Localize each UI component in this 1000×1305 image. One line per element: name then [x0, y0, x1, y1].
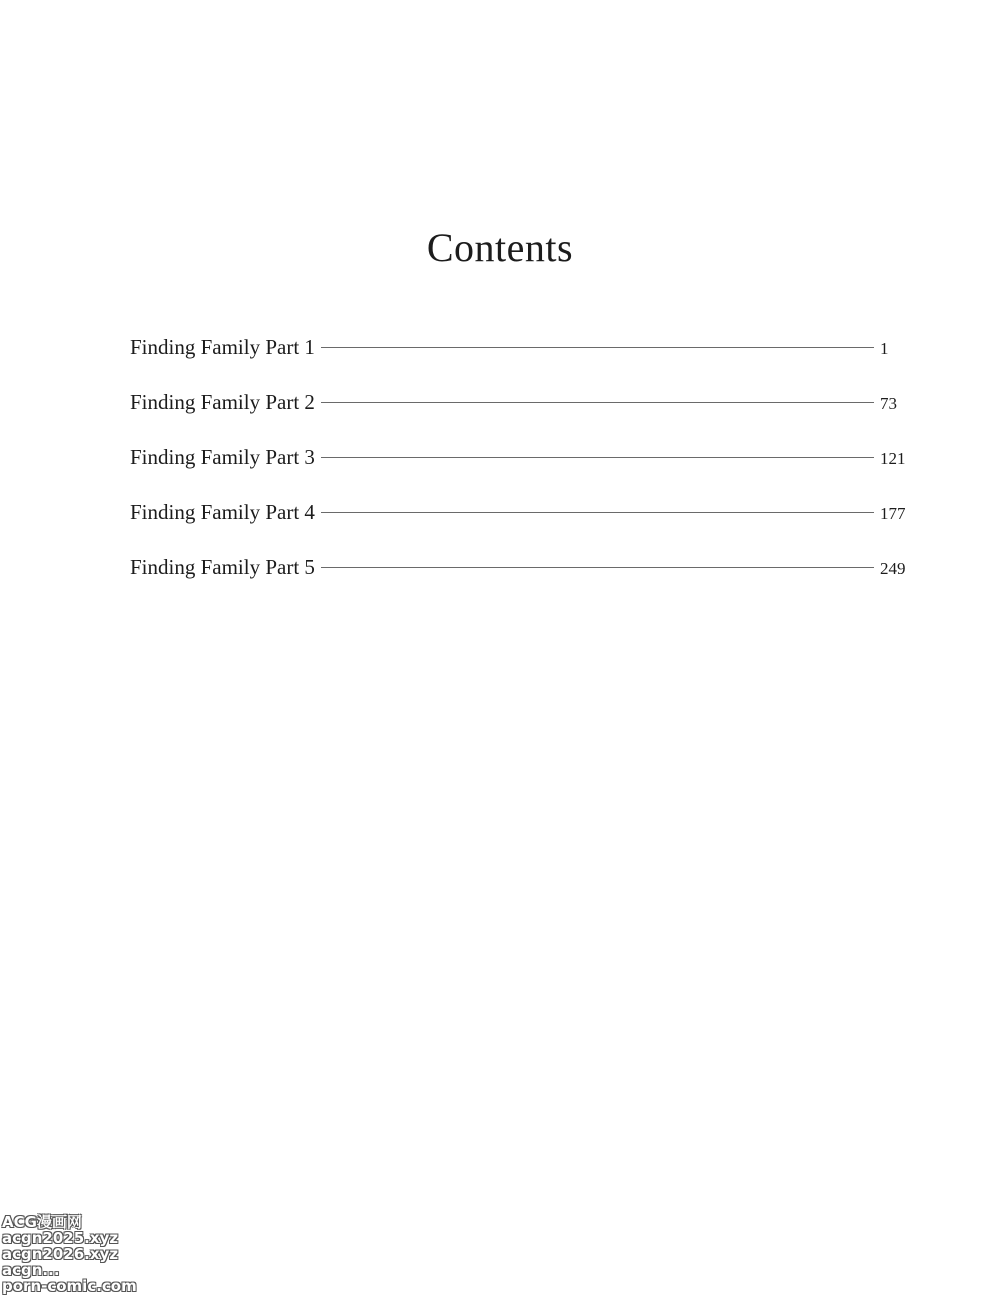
toc-entry-page: 73: [880, 394, 897, 413]
table-of-contents: [130, 330, 910, 605]
watermark-line: porn-comic.com: [2, 1277, 137, 1295]
toc-leader-line: [321, 347, 874, 348]
page-title: Contents: [426, 225, 574, 270]
toc-entry-label: Finding Family Part 5: [130, 555, 315, 579]
watermark-line: acgn...: [2, 1261, 60, 1279]
toc-entry-page: 121: [880, 449, 906, 468]
toc-leader-line: [321, 457, 874, 458]
toc-entry-label: Finding Family Part 2: [130, 390, 315, 414]
toc-entry-label: Finding Family Part 3: [130, 445, 315, 469]
watermark-line: acgn2025.xyz: [2, 1229, 119, 1247]
toc-entry-page: 177: [880, 504, 906, 523]
toc-entry-label: Finding Family Part 4: [130, 500, 315, 524]
toc-entry-page: 1: [880, 339, 889, 358]
toc-entry-5[interactable]: [130, 550, 910, 605]
toc-entry-2[interactable]: [130, 385, 910, 440]
toc-leader-line: [321, 402, 874, 403]
toc-leader-line: [321, 567, 874, 568]
toc-entry-4[interactable]: [130, 495, 910, 550]
site-watermark: [2, 1214, 137, 1294]
toc-entry-label: Finding Family Part 1: [130, 335, 315, 359]
toc-entry-3[interactable]: [130, 440, 910, 495]
watermark-line: ACG漫画网: [2, 1213, 82, 1231]
watermark-line: acgn2026.xyz: [2, 1245, 119, 1263]
toc-leader-line: [321, 512, 874, 513]
toc-entry-1[interactable]: [130, 330, 910, 385]
toc-entry-page: 249: [880, 559, 906, 578]
